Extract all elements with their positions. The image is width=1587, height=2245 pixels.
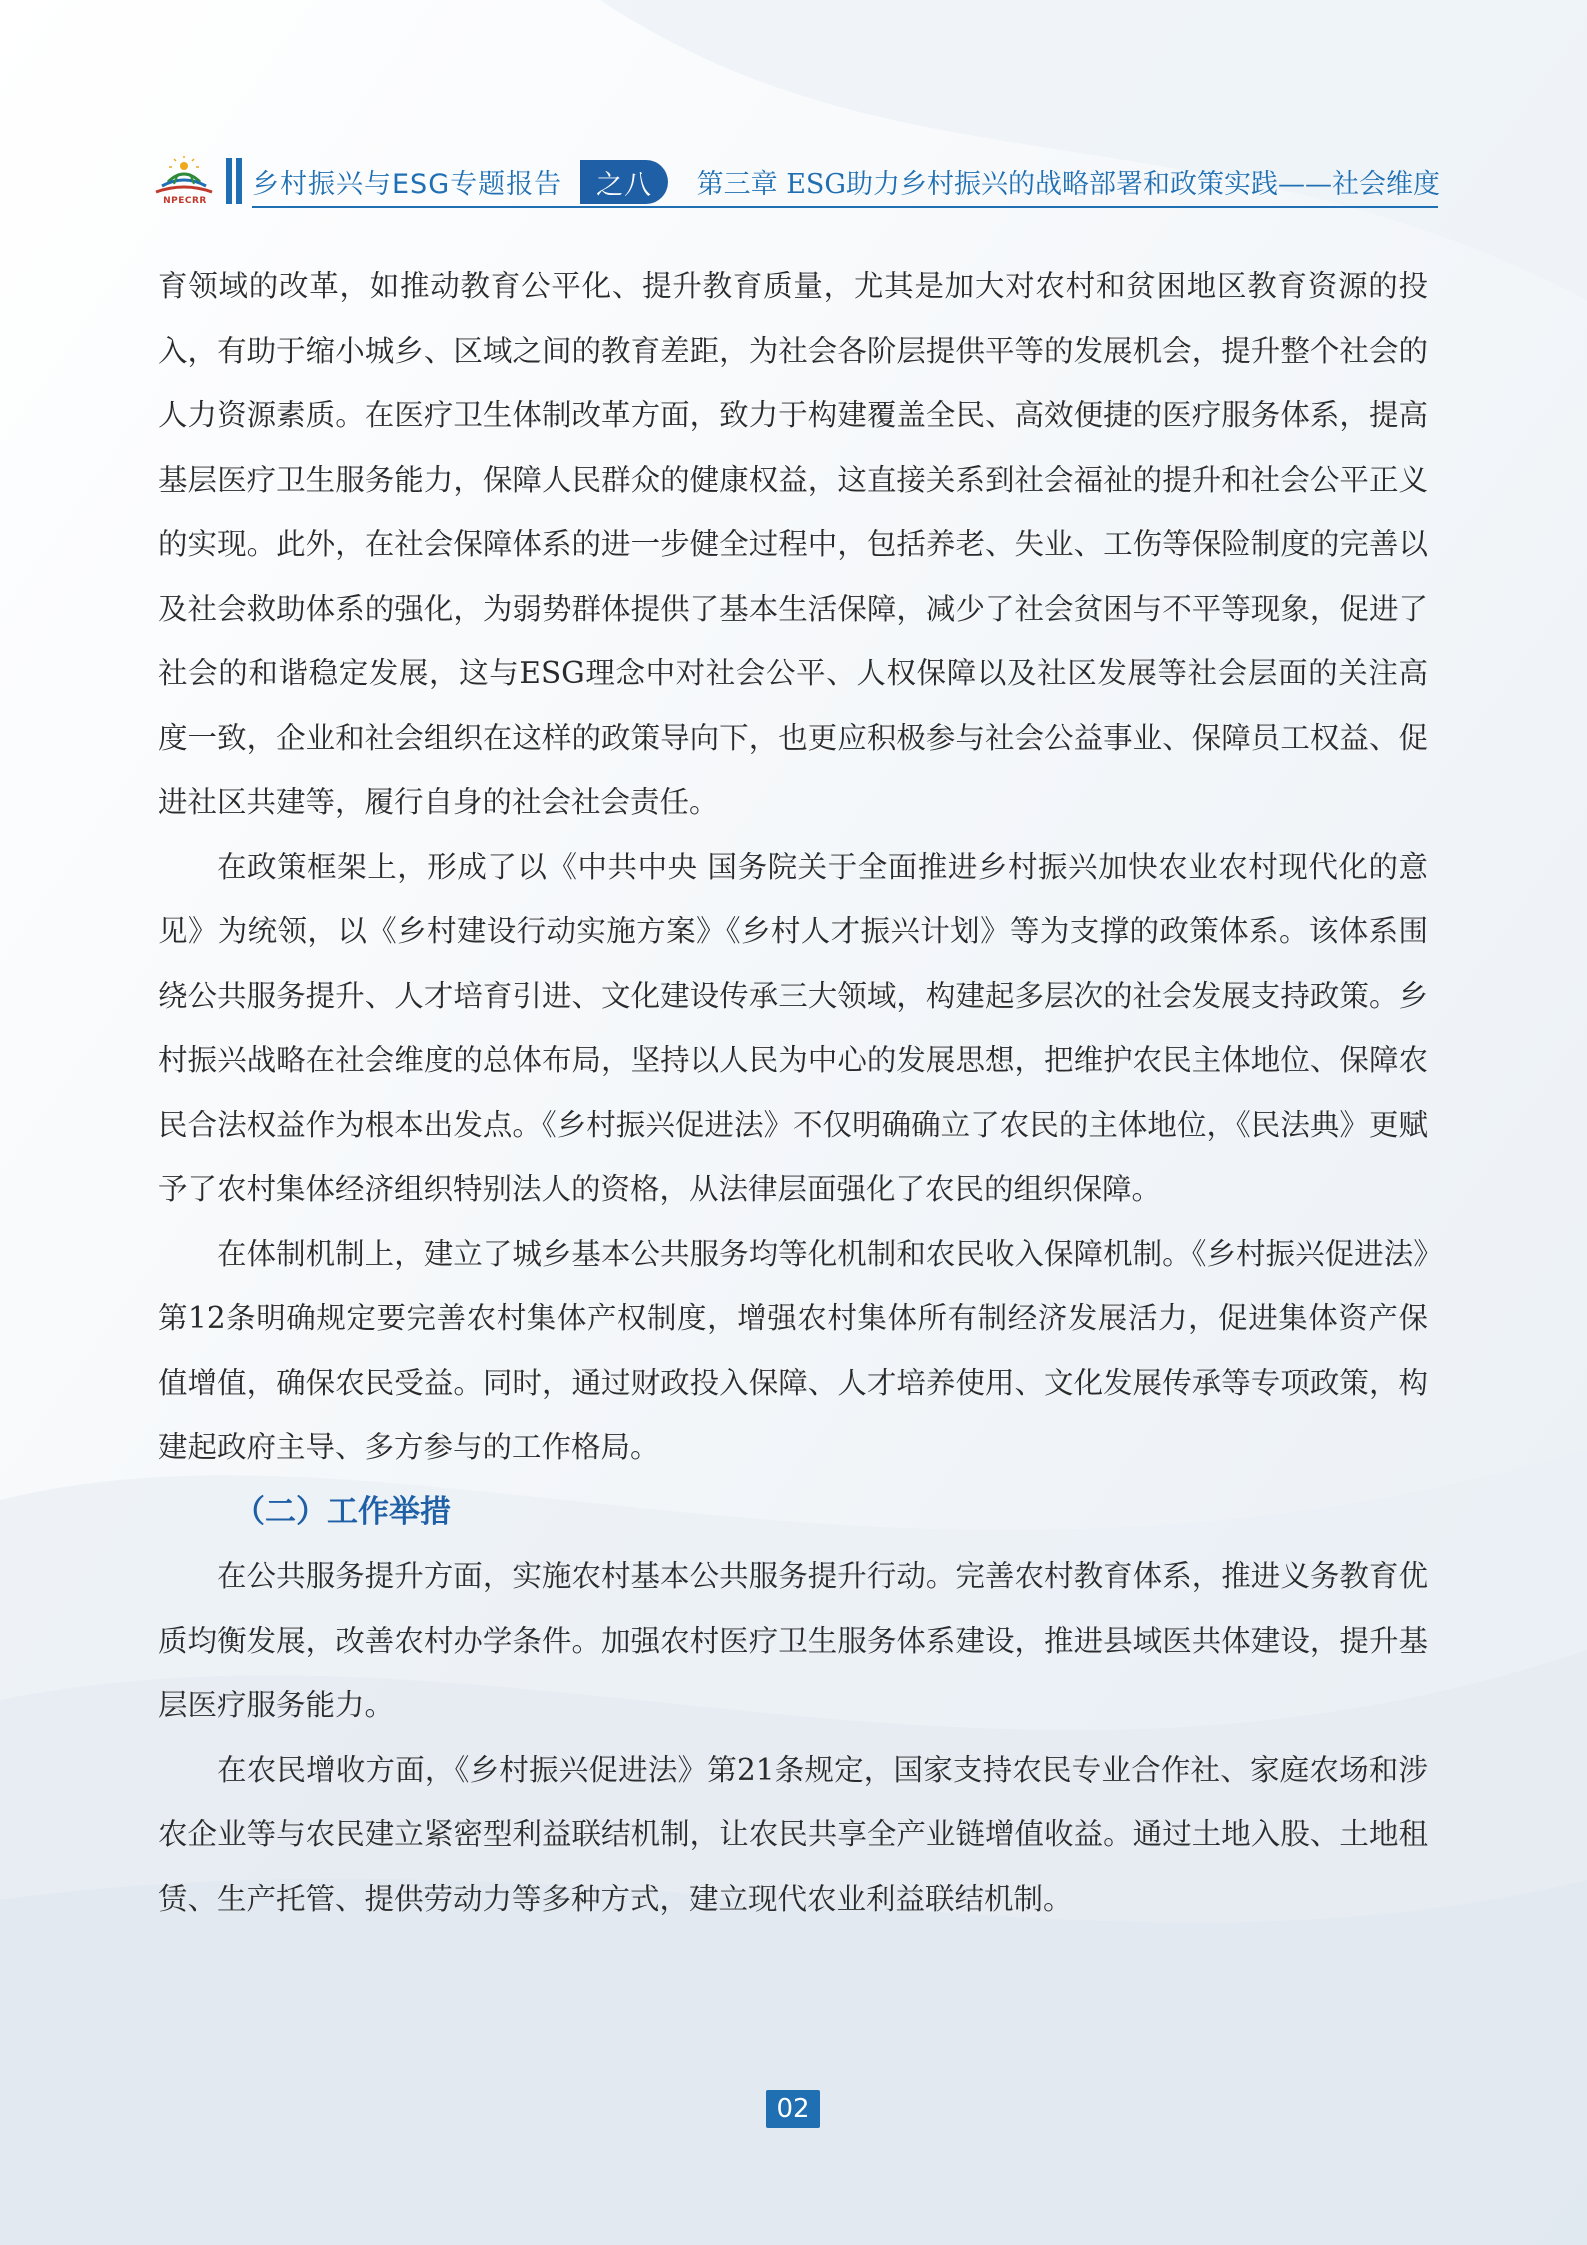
header-bars-decoration (226, 158, 242, 204)
paragraph-continued: 育领域的改革，如推动教育公平化、提升教育质量，尤其是加大对农村和贫困地区教育资源的投入，有助于缩小城乡、区域之间的教育差距，为社会各阶层提供平等的发展机会，提升整个社会的人力资源素质。在医疗卫生体制改革方面，致力于构建覆盖全民、高效便捷的医疗服务体系，提高基层医疗卫生服务能力，保障人民群众的健康权益，这直接关系到社会福祉的提升和社会公平正义的实现。此外，在社会保障体系的进一步健全过程中，包括养老、失业、工伤等保险制度的完善以及社会救助体系的强化，为弱势群体提供了基本生活保障，减少了社会贫困与不平等现象，促进了社会的和谐稳定发展，这与ESG理念中对社会公平、人权保障以及社区发展等社会层面的关注高度一致，企业和社会组织在这样的政策导向下，也更应积极参与社会公益事业、保障员工权益、促进社区共建等，履行自身的社会社会责任。 (158, 269, 1428, 819)
section-heading: （二）工作举措 (234, 1493, 451, 1530)
header-rule (252, 206, 1438, 208)
paragraph-institutional-mechanism: 在体制机制上，建立了城乡基本公共服务均等化机制和农民收入保障机制。《乡村振兴促进法》第12条明确规定要完善农村集体产权制度，增强农村集体所有制经济发展活力，促进集体资产保值增值，确保农民受益。同时，通过财政投入保障、人才培养使用、文化发展传承等专项政策，构建起政府主导、多方参与的工作格局。 (158, 1236, 1428, 1464)
page-header (148, 152, 1438, 212)
paragraph-policy-framework: 在政策框架上，形成了以《中共中央 国务院关于全面推进乡村振兴加快农业农村现代化的意见》为统领，以《乡村建设行动实施方案》《乡村人才振兴计划》等为支撑的政策体系。该体系围绕公共服务提升、人才培育引进、文化建设传承三大领域，构建起多层次的社会发展支持政策。乡村振兴战略在社会维度的总体布局，坚持以人民为中心的发展思想，把维护农民主体地位、保障农民合法权益作为根本出发点。《乡村振兴促进法》不仅明确确立了农民的主体地位，《民法典》更赋予了农村集体经济组织特别法人的资格，从法律层面强化了农民的组织保障。 (158, 849, 1428, 1206)
logo-text: NPECRR (163, 196, 207, 206)
report-number-badge: 之八 (580, 160, 668, 204)
body-content (158, 254, 1428, 1931)
chapter-title: 第三章 ESG助力乡村振兴的战略部署和政策实践——社会维度 (696, 169, 1440, 200)
page-number: 02 (766, 2090, 820, 2128)
paragraph-farmer-income: 在农民增收方面，《乡村振兴促进法》第21条规定，国家支持农民专业合作社、家庭农场和涉农企业等与农民建立紧密型利益联结机制，让农民共享全产业链增值收益。通过土地入股、土地租赁、生产托管、提供劳动力等多种方式，建立现代农业利益联结机制。 (158, 1752, 1428, 1916)
report-title: 乡村振兴与ESG专题报告 (252, 169, 563, 200)
paragraph-public-services: 在公共服务提升方面，实施农村基本公共服务提升行动。完善农村教育体系，推进义务教育优质均衡发展，改善农村办学条件。加强农村医疗卫生服务体系建设，推进县域医共体建设，提升基层医疗服务能力。 (158, 1559, 1428, 1722)
